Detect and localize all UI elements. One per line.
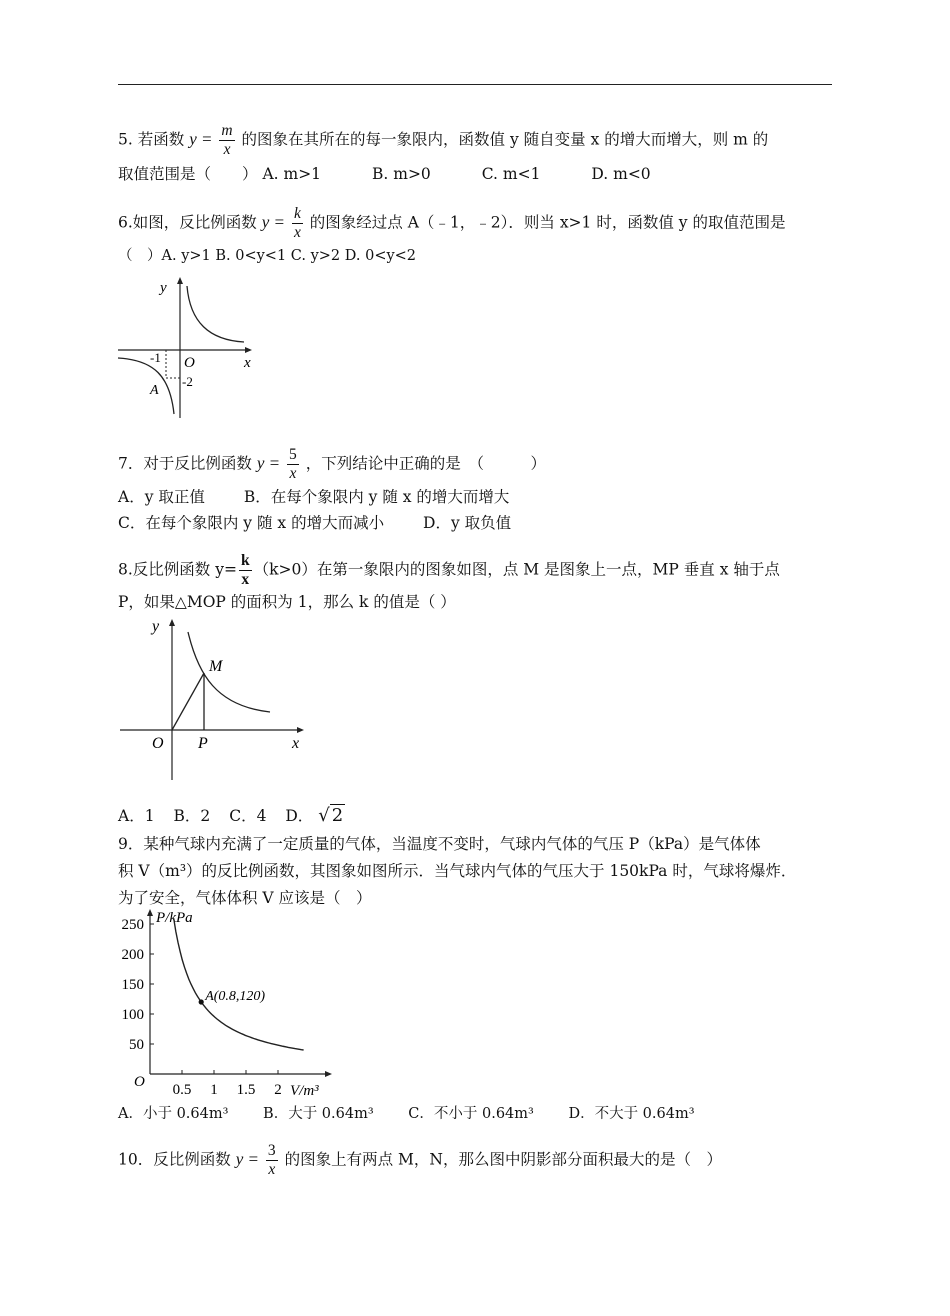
q5-line1 [118, 122, 768, 159]
q6-line2: （ ）A. y>1 B. 0<y<1 C. y>2 D. 0<y<2 [118, 248, 417, 264]
q8-option-a: A．1 [118, 807, 155, 825]
q8-number: 8. [118, 560, 133, 579]
q8-segment-om [172, 673, 204, 730]
q10-frac-num: 3 [267, 1142, 276, 1159]
q8-option-d: D． [285, 807, 314, 825]
header-rule [118, 84, 832, 85]
q5-frac-den: x [223, 141, 231, 158]
q9-line1: 9．某种气球内充满了一定质量的气体，当温度不变时，气球内气体的气压 P（kPa）是气体体 [118, 835, 761, 853]
q7-frac-num: 5 [289, 446, 297, 463]
q9-x-tick-label: 2 [274, 1082, 282, 1098]
q8-text: （k>0）在第一象限内的图象如图，点 M 是图象上一点，MP 垂直 x 轴于点 [253, 560, 780, 579]
q10-y-var: y = [235, 1149, 259, 1169]
q8-m-label: M [209, 658, 223, 675]
q7-option-c: C．在每个象限内 y 随 x 的增大而减小 [118, 514, 385, 532]
q8-origin-label: O [152, 735, 164, 752]
q9-x-arrow [325, 1071, 332, 1077]
q6-fraction [292, 205, 303, 242]
q8-p-label: P [198, 735, 208, 752]
q9-origin-label: O [134, 1074, 145, 1090]
q8-y-label: y [152, 618, 160, 635]
q9-x-tick-label: 1 [210, 1082, 218, 1098]
q5-frac-num: m [221, 122, 233, 139]
q7-frac-den: x [289, 465, 297, 482]
q6-x-arrow [245, 347, 252, 353]
q10-frac-den: x [268, 1161, 276, 1178]
q5-number: 5. [118, 130, 133, 149]
q6-curve-q1 [187, 286, 244, 342]
q7-number: 7． [118, 454, 144, 473]
q6-line1 [118, 205, 785, 242]
q9-x-tick-label: 0.5 [172, 1082, 192, 1098]
q7-y-var: y = [256, 453, 281, 473]
q9-y-tick-label: 250 [121, 917, 144, 933]
q5-line2 [118, 164, 651, 184]
q6-text: 的图象经过点 A（﹣1，﹣2）．则当 x>1 时，函数值 y 的取值范围是 [309, 213, 786, 232]
q5-text: 的图象在其所在的每一象限内，函数值 y 随自变量 x 的增大而增大，则 m 的 [241, 130, 769, 149]
q9-y-tick-label: 50 [129, 1037, 144, 1053]
q9-curve [174, 918, 304, 1050]
q5-option-c: C. m<1 [481, 165, 541, 183]
q8-sqrt: √ 2 [318, 805, 344, 826]
q8-prefix: 反比例函数 y= [132, 560, 237, 579]
q9-y-tick-label: 150 [121, 977, 144, 993]
q8-option-c: C．4 [229, 807, 267, 825]
q8-sqrt-radicand: 2 [331, 805, 344, 826]
q7-option-b: B．在每个象限内 y 随 x 的增大而增大 [243, 488, 510, 506]
q10-number: 10． [118, 1150, 154, 1169]
q6-y-label: y [160, 280, 167, 296]
q9-option-c: C．不小于 0.64m³ [408, 1106, 534, 1122]
q8-line2: P，如果△MOP 的面积为 1，那么 k 的值是（ ） [118, 593, 456, 611]
q6-origin-label: O [184, 355, 195, 371]
q10-text: 的图象上有两点 M，N，那么图中阴影部分面积最大的是（ ） [284, 1150, 722, 1169]
q6-figure [114, 272, 264, 420]
q5-y-var: y = [189, 129, 213, 149]
q7-line3 [118, 513, 511, 533]
q9-x-tick-label: 1.5 [236, 1082, 256, 1098]
q6-minus1-label: -1 [150, 350, 161, 365]
q7-line2 [118, 487, 509, 507]
q10-line1 [118, 1142, 722, 1179]
q7-prefix: 对于反比例函数 [143, 454, 252, 473]
q6-point-a-label: A [150, 383, 159, 398]
q7-text: ，下列结论中正确的是 （ ） [305, 454, 546, 473]
q9-point-a [199, 999, 204, 1004]
q5-prefix: 若函数 [137, 130, 185, 149]
q9-y-axis-label: P/kPa [156, 910, 193, 926]
q10-fraction [266, 1142, 278, 1179]
q8-line1 [118, 552, 780, 589]
q6-number: 6. [118, 213, 133, 232]
q6-frac-den: x [293, 224, 301, 241]
q6-frac-num: k [293, 205, 301, 222]
q9-x-axis-label: V/m³ [290, 1083, 319, 1099]
q6-y-arrow [177, 277, 183, 284]
q9-ticks [122, 917, 282, 1098]
q9-point-a-label: A(0.8,120) [205, 989, 266, 1004]
q5-option-d: D. m<0 [591, 165, 651, 183]
q6-y-var: y = [261, 212, 286, 232]
q8-fraction [239, 552, 252, 589]
q8-x-label: x [292, 735, 300, 752]
q6-minus2-label: -2 [182, 374, 193, 389]
q8-x-arrow [297, 727, 304, 733]
q5-option-a: A. m>1 [262, 165, 322, 183]
q7-line1 [118, 446, 546, 483]
q5-fraction [219, 122, 234, 159]
q9-option-a: A．小于 0.64m³ [118, 1106, 229, 1122]
q9-chart [110, 906, 350, 1106]
q10-prefix: 反比例函数 [153, 1150, 231, 1169]
q9-y-tick-label: 200 [121, 947, 144, 963]
q5-option-b: B. m>0 [372, 165, 431, 183]
q8-options [118, 806, 345, 826]
q9-option-b: B．大于 0.64m³ [263, 1106, 374, 1122]
q9-option-d: D．不大于 0.64m³ [568, 1106, 695, 1122]
q8-figure [114, 614, 314, 784]
q8-frac-den: x [241, 571, 250, 588]
q9-axes [134, 909, 332, 1099]
q9-options [118, 1104, 695, 1124]
q8-frac-num: k [240, 552, 250, 569]
q9-line2: 积 V（m³）的反比例函数，其图象如图所示．当气球内气体的气压大于 150kPa 时，气球将爆炸． [118, 862, 797, 880]
q8-curve [188, 632, 270, 712]
q9-y-tick-label: 100 [121, 1007, 144, 1023]
q6-prefix: 如图，反比例函数 [132, 213, 257, 232]
q8-y-arrow [169, 619, 175, 626]
q7-fraction [287, 446, 299, 483]
q9-line3: 为了安全，气体体积 V 应该是（ ） [118, 889, 372, 907]
q7-option-d: D．y 取负值 [423, 514, 512, 532]
q7-option-a: A．y 取正值 [118, 488, 205, 506]
q8-option-b: B．2 [173, 807, 211, 825]
q9-y-arrow [147, 909, 153, 916]
q5-paren: 取值范围是（ ） [118, 165, 258, 183]
q6-x-label: x [244, 355, 251, 371]
